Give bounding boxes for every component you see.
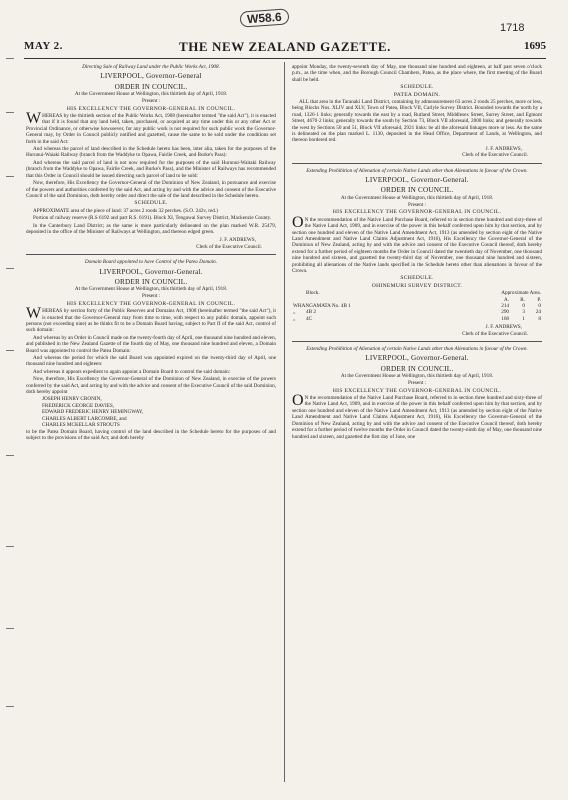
schedule-subtitle: OHINEMURI SURVEY DISTRICT. [371, 282, 463, 289]
header-page-number: 1695 [524, 40, 546, 52]
notice-present: Present : [141, 98, 160, 105]
notice-authority: LIVERPOOL, Governor-General. [365, 354, 469, 363]
notice-patea-domain-board [26, 259, 276, 441]
table-unit: P. [537, 296, 541, 303]
notice-native-lands-1 [292, 168, 542, 337]
notice-separator [292, 341, 542, 342]
right-column [292, 64, 542, 441]
notice-authority: LIVERPOOL, Governor-General [100, 72, 202, 81]
notice-present: Present : [407, 201, 426, 208]
handwritten-page-number: 1718 [500, 22, 525, 34]
signature-title: Clerk of the Executive Council. [462, 152, 528, 159]
left-column [26, 64, 276, 442]
table-cell-name: ,, 4B 2 [293, 309, 316, 316]
header-date: MAY 2. [24, 40, 63, 52]
margin-mark [6, 628, 14, 629]
header-title: THE NEW ZEALAND GAZETTE. [178, 39, 392, 54]
notice-paragraph: to be the Patea Domain Board, having control of the land described in the Schedule hereto for the purposes of and subject to the provisions of the said Act; and doth hereby [26, 428, 276, 441]
notice-authority: LIVERPOOL, Governor-General. [99, 267, 203, 276]
schedule-title: SCHEDULE. [400, 275, 434, 282]
notice-separator [292, 163, 542, 164]
appointee-name: FREDERICK GEORGE DAVIES, [42, 402, 115, 409]
schedule-title: SCHEDULE. [400, 84, 434, 91]
margin-mark [6, 350, 14, 351]
table-unit: R. [520, 296, 525, 303]
notice-excellency: HIS EXCELLENCY THE GOVERNOR-GENERAL IN COUNCIL. [66, 105, 236, 112]
schedule-line: APPROXIMATE area of the piece of land: 37 acres 2 roods 32 perches. (S.O. 242v, red.) [33, 207, 218, 214]
margin-mark [6, 455, 14, 456]
notice-native-lands-2 [292, 346, 542, 440]
margin-mark [6, 176, 14, 177]
notice-paragraph: And whereas it appears expedient to again appoint a Domain Board to control the said domain: [33, 368, 231, 375]
table-cell-acres: 168 [501, 315, 509, 322]
notice-order-title: ORDER IN COUNCIL. [114, 277, 188, 286]
schedule-line: In the Canterbury Land District; as the same is more particularly delineated on the plan marked W.R. 25479, deposited in the office of the Minister of Railways at Wellington, and thereon edged green. [26, 222, 276, 235]
appointee-list [26, 396, 276, 428]
handwritten-stamp: W58.6 [240, 8, 290, 27]
margin-mark [6, 268, 14, 269]
notice-separator [26, 254, 276, 255]
margin-mark [6, 58, 14, 59]
notice-paragraph: And whereas by an Order in Council made on the twenty-fourth day of April, one thousand nine hundred and eleven, and published in the New Zealand Gazette of the fourth day of May, one thousand nine hundred and eleven, a Domain Board was appointed to control the Patea Domain: [26, 334, 276, 354]
schedule-text: ALL that area in the Taranaki Land District, containing by admeasurement 63 acres 2 roods 25 perches, more or less, being Blocks Nos. XLIV and XLV, Town of Patea, Block VII, Carlyle Survey District. Bounded towards the north by a road, 1326·1 links; generally towards the east by a road, Rutland Street, Middlesex Street, Surrey Street, and Egmont Street, 4670·2 links; generally towards the south by Section 73, Block VII aforesaid, 2000 links; and generally towards the west by Sections 50 and 51, Block VII aforesaid, 2921 links: be all the aforesaid linkages more or less. As the same is delineated on the plan marked L. 1130, deposited in the Head Office, Department of Lands, at Wellington, and thereon bordered red. [292, 99, 542, 144]
notice-paragraph: Now, therefore, His Excellency the Governor-General of the Dominion of New Zealand, in exercise of the powers conferred by the said Act, and acting by and with the advice and consent of the Executive Council of the said Dominion, doth hereby appoint [26, 376, 276, 396]
table-cell-acres: 290 [501, 309, 509, 316]
appointee-name: CHARLES ALBERT LARCOMBE, and [42, 415, 127, 422]
notice-heading: Directing Sale of Railway Land under the Public Works Act, 1908. [82, 64, 220, 70]
notice-authority: LIVERPOOL, Governor-General. [365, 176, 469, 185]
notice-place: At the Government House at Wellington, this thirtieth day of April, 1918. [74, 90, 228, 97]
signature-title: Clerk of the Executive Council. [462, 330, 528, 337]
appointee-name: CHARLES MCKELLAR STROUTS [42, 422, 120, 429]
margin-mark [6, 546, 14, 547]
table-cell-perches: 24 [535, 309, 541, 316]
notice-place: At the Government House at Wellington, this thirtieth day of April, 1918. [340, 372, 494, 379]
schedule-table [292, 290, 542, 322]
notice-place: At the Government House at Wellington, this thirtieth day of April, 1918. [340, 194, 494, 201]
notice-paragraph: Now, therefore, His Excellency the Governor-General of the Dominion of New Zealand, in pursuance and exercise of the powers and authorities conferred by the said Act, and acting by and with the advice and consent of the Executive Council of the said Dominion, doth hereby order and direct the sale of the land described in the Schedule hereto. [26, 180, 276, 199]
notice-excellency: HIS EXCELLENCY THE GOVERNOR-GENERAL IN COUNCIL. [66, 300, 236, 307]
appointee-name: JOSEPH HENRY CRONIN, [42, 396, 102, 403]
table-cell-roods: 0 [522, 303, 525, 309]
signature: J. F. ANDREWS, [485, 145, 522, 152]
notice-excellency: HIS EXCELLENCY THE GOVERNOR-GENERAL IN COUNCIL. [332, 209, 502, 216]
page-header [24, 40, 546, 56]
notice-present: Present : [141, 293, 160, 300]
table-cell-roods: 1 [522, 315, 525, 322]
notice-order-title: ORDER IN COUNCIL. [114, 82, 188, 91]
notice-paragraph: ON the recommendation of the Native Land Purchase Board, referred to in section three hundred and sixty-three of the Native Land Act, 1909, and in exercise of the power in this behalf conferred upon him by that section, and by section one hundred and eleven of the Native Land Amendment Act, 1913 (as amended by section eight of the Native Land Amendment and Native Land Claims Adjustment Act, 1916), His Excellency the Governor-General of the Dominion of New Zealand, acting by and with the advice and consent of the Executive Council thereof, doth hereby extend for a further period of eighteen months the Order in Council dated the twentieth day of November, one thousand nine hundred and sixteen, and gazetted the twenty-third day of November, one thousand nine hundred and sixteen, prohibiting all alienations of the Native lands specified in the Schedule hereto other than alienations in favour of the Crown. [292, 213, 542, 274]
column-divider [284, 62, 285, 782]
notice-excellency: HIS EXCELLENCY THE GOVERNOR-GENERAL IN COUNCIL. [332, 387, 502, 394]
notice-paragraph: WHEREAS by section forty of the Public Reserves and Domains Act, 1908 (hereinafter termed "the said Act"), it is enacted that the Governor-General may from time to time, with respect to any public domain, appoint such persons (not exceeding nine) as he thinks fit to be a Domain Board having, subject to Part II of the said Act, control of such domain: [26, 305, 276, 334]
signature: J. F. ANDREWS, [485, 324, 522, 331]
table-cell-acres: 214 [501, 303, 509, 309]
table-cell-perches: 8 [538, 315, 541, 322]
notice-continuation: appoint Monday, the twenty-seventh day of May, one thousand nine hundred and eighteen, at half past seven o'clock p.m., as the time when, and the Borough Council Chambers, Patea, as the place where, the first meeting of the Board shall be held. [292, 64, 542, 83]
schedule-line: Portion of railway reserve (R.S 6192 and part R.S. 6191). Block XI, Tengawai Survey District, Mackenzie County. [33, 215, 272, 222]
table-header-block: Block. [306, 290, 320, 297]
notice-heading: Extending Prohibition of Alienation of certain Native Lands other than Alienations in favour of the Crown. [306, 167, 528, 174]
schedule-subtitle: PATEA DOMAIN. [393, 91, 441, 98]
table-cell-perches: 0 [538, 303, 541, 309]
header-rule [24, 58, 546, 59]
notice-paragraph: WHEREAS by the thirtieth section of the Public Works Act, 1908 (hereinafter termed "the said Act"), it is enacted that if it is found that any land held, taken, purchased, or acquired at any time under this or any other Act or Provincial Ordinance, or otherwise howsoever, for any public work is not required for such public work the Governor-General may, by Order in Council publicly notified and gazetted, cause the same to be sold under the conditions set forth in the said Act: [26, 110, 276, 145]
notice-paragraph: ON the recommendation of the Native Land Purchase Board, referred to in section three hundred and sixty-three of the Native Land Act, 1909, and in exercise of the power in this behalf conferred upon him by that section, and by section one hundred and eleven of the Native Land Amendment Act, 1913 (as amended by section eight of the Native Land Amendment and Native Land Claims Adjustment Act, 1916), His Excellency the Governor-General of the Dominion of New Zealand, acting by and with the advice and consent of the Executive Council thereof, doth hereby extend for a further period of twelve months the Order in Council dated the twenty-ninth day of May, one thousand nine hundred and sixteen, and gazetted the first day of June, one [292, 392, 542, 440]
signature: J. F. ANDREWS, [219, 237, 256, 244]
appointee-name: EDWARD FREDERIC HENRY HEMINGWAY, [42, 409, 144, 416]
notice-place: At the Government House at Wellington, this thirtieth day of April, 1918. [74, 285, 228, 292]
signature-title: Clerk of the Executive Council. [196, 243, 262, 250]
notice-heading: Extending Prohibition of Alienation of certain Native Lands other than Alienations in favour of the Crown. [306, 346, 528, 353]
notice-order-title: ORDER IN COUNCIL. [380, 364, 454, 373]
table-header-area: Approximate Area. [501, 290, 541, 297]
margin-mark [6, 112, 14, 113]
notice-heading: Domain Board appointed to have Control of the Patea Domain. [84, 259, 218, 266]
table-cell-name: WHANGAMATA No. 4B 1 [293, 303, 351, 309]
table-row [292, 316, 542, 322]
notice-paragraph: And whereas the parcel of land described in the Schedule hereto has been, inter alia, taken for the purposes of the Hurunui-Waiaki Railway (branch from the Waddyke to Opawa, Fairlie Creek, and Burke's Pass): [26, 146, 276, 159]
margin-mark [6, 706, 14, 707]
notice-paragraph: And whereas the said parcel of land is not now required for the purposes of the said Hurunui-Waitaki Railway (branch from the Waddyke to Opawa, Fairlie Creek, and Burke's Pass), and the Minister of Railways has recommended that this Order in Council should be issued directing such parcel of land to be sold: [26, 159, 276, 179]
table-unit: A. [503, 296, 509, 303]
table-cell-name: ,, 4C [293, 315, 313, 322]
notice-railway-sale [26, 64, 276, 250]
schedule-title: SCHEDULE. [134, 200, 168, 207]
notice-paragraph: And whereas the period for which the said Board was appointed expired on the twenty-third day of April, one thousand nine hundred and eighteen: [26, 355, 276, 368]
notice-present: Present : [407, 380, 426, 387]
table-cell-roods: 3 [522, 309, 525, 316]
notice-order-title: ORDER IN COUNCIL. [380, 186, 454, 195]
